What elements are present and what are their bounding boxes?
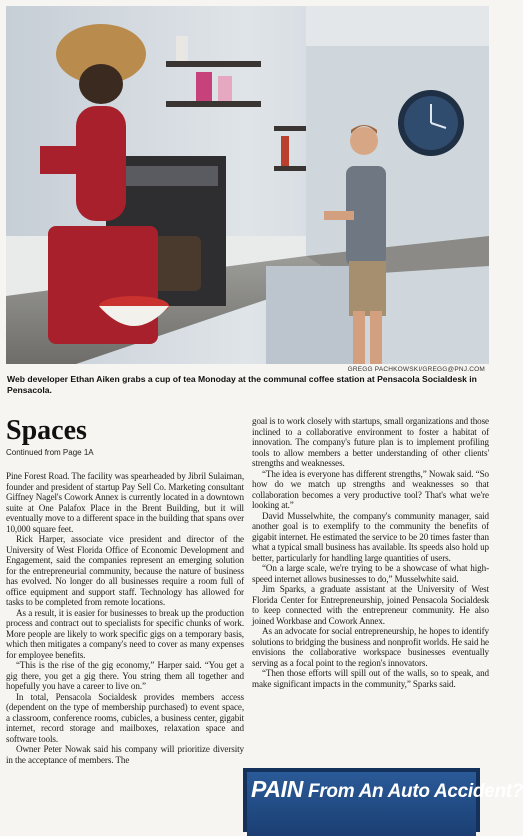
article-photo: [6, 6, 489, 364]
article-column-left: [6, 416, 244, 765]
paragraph: Jim Sparks, a graduate assistant at the University of West Florida Center for Entrepreneurship, joined Pensacola Socialdesk to keep connected with the entrepreneur community. He also joined Workbase and Cowork Annex.: [252, 584, 489, 626]
photo-credit: GREGG PACHKOWSKI/GREGG@PNJ.COM: [347, 366, 485, 373]
paragraph: Rick Harper, associate vice president and director of the University of West Florida Office of Economic Development and Engagement, said the companies represent an emerging solution for the entrepreneurial community, because the nature of business has evolved. No longer do all businesses require a room full of office equipment and support staff. Technology has allowed for tasks to be completed from remote locations.: [6, 534, 244, 607]
advertisement[interactable]: [243, 768, 523, 832]
paragraph: As a result, it is easier for businesses to break up the production process and contract out to specialists for specific chunks of work. More people are likely to work specific gigs on a temporary basis, which then mitigates a company's need to cover as many expenses for employee benefits.: [6, 607, 244, 660]
paragraph: goal is to work closely with startups, small organizations and those inclined to a collaborative environment to foster a habitat of innovation. The company's future plan is to implement profiling tools to allow members a better understanding of other clients' strengths and weaknesses.: [252, 416, 489, 468]
paragraph: As an advocate for social entrepreneurship, he hopes to identify solutions to bridging the business and nonprofit worlds. He said he envisions the collaborative workspace businesses eventually serving as a focal point to the region's innovators.: [252, 626, 489, 668]
paragraph: Owner Peter Nowak said his company will prioritize diversity in the acceptance of members. The: [6, 744, 244, 765]
article-headline: Spaces: [6, 415, 87, 446]
article-column-right: [252, 416, 489, 689]
paragraph: In total, Pensacola Socialdesk provides members access (dependent on the type of membership purchased) to event space, a classroom, conference rooms, cubicles, a business center, gigabit internet, record storage and mailboxes, relaxation space and software tools.: [6, 691, 244, 744]
paragraph: Pine Forest Road. The facility was spearheaded by Jibril Sulaiman, founder and president of startup Pay Sell Co. Marketing consultant Giffney Nagel's Cowork Annex is currently located in a downtown suite at One Palafox Place in the Brent Building, but it will eventually move to a different space in the building that spans over 10,000 square feet.: [6, 471, 244, 534]
ad-headline: [251, 776, 523, 803]
paragraph: “On a large scale, we're trying to be a showcase of what high-speed internet allows businesses to do,” Musselwhite said.: [252, 563, 489, 584]
ad-rest: From An Auto Accident?: [308, 781, 523, 802]
paragraph: “The idea is everyone has different strengths,” Nowak said. “So how do we match up strengths and weaknesses so that collaboration becomes a very productive tool? That's what we're looking at.”: [252, 468, 489, 510]
photo-caption: Web developer Ethan Aiken grabs a cup of tea Monoday at the communal coffee station at Pensacola Socialdesk in Pensacola.: [7, 374, 477, 395]
continued-line: Continued from Page 1A: [6, 448, 94, 457]
paragraph: “Then those efforts will spill out of the walls, so to speak, and make significant impacts in the community,” Sparks said.: [252, 668, 489, 689]
paragraph: “This is the rise of the gig economy,” Harper said. “You get a gig there, you get a gig there. You string them all together and hopefully you have a career to live on.”: [6, 660, 244, 691]
coffee-station-photo: [6, 6, 489, 364]
paragraph: David Musselwhite, the company's community manager, said another goal is to exemplify to the community the benefits of gigabit internet. He estimated the service to be 20 times faster than what a typical small business has available. Its speeds also hold up better, particularly for handling large quantities of users.: [252, 510, 489, 563]
ad-word: PAIN: [251, 776, 304, 802]
